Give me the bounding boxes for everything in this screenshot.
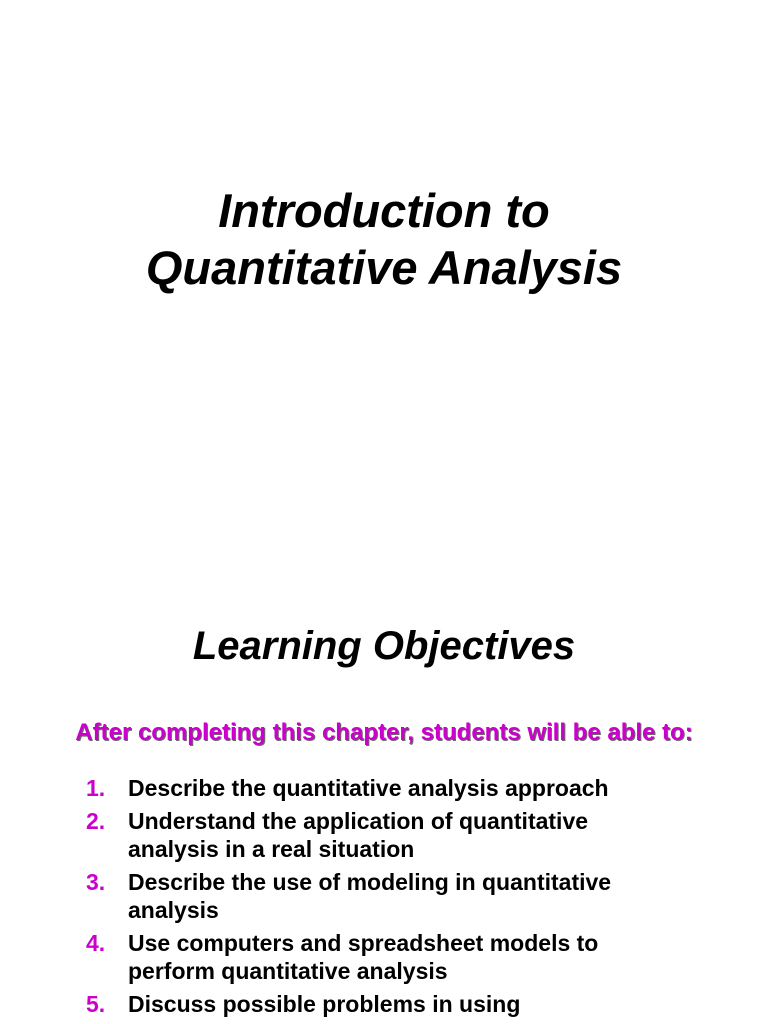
- objective-text: [128, 929, 726, 985]
- presentation-title: [0, 182, 768, 296]
- objective-item: [86, 807, 726, 863]
- objective-line: perform quantitative analysis: [128, 958, 448, 984]
- objective-text: [128, 990, 726, 1018]
- objective-line: Describe the quantitative analysis approach: [128, 775, 609, 801]
- objective-number: 4.: [86, 930, 106, 956]
- objective-item: [86, 990, 726, 1018]
- learning-objectives-title: Learning Objectives: [192, 624, 576, 668]
- objective-number: 2.: [86, 808, 106, 834]
- objective-text: [128, 774, 726, 802]
- objective-line: analysis in a real situation: [128, 836, 415, 862]
- title-line-2: Quantitative Analysis: [145, 241, 623, 294]
- learning-objectives-slide: [0, 560, 768, 1024]
- objective-text: [128, 868, 726, 924]
- objective-number: 5.: [86, 991, 106, 1017]
- objective-text: [128, 807, 726, 863]
- objective-number: 3.: [86, 869, 106, 895]
- objective-line: analysis: [128, 897, 219, 923]
- objective-number: 1.: [86, 775, 106, 801]
- objective-item: [86, 774, 726, 802]
- objectives-list: [86, 774, 726, 1023]
- title-line-1: Introduction to: [218, 184, 550, 237]
- objective-line: Discuss possible problems in using: [128, 991, 521, 1017]
- objective-item: [86, 868, 726, 924]
- objective-line: Use computers and spreadsheet models to: [128, 930, 599, 956]
- objective-item: [86, 929, 726, 985]
- objective-line: Describe the use of modeling in quantitative: [128, 869, 612, 895]
- objective-line: Understand the application of quantitative: [128, 808, 589, 834]
- objectives-intro: After completing this chapter, students will be able to:: [75, 719, 693, 746]
